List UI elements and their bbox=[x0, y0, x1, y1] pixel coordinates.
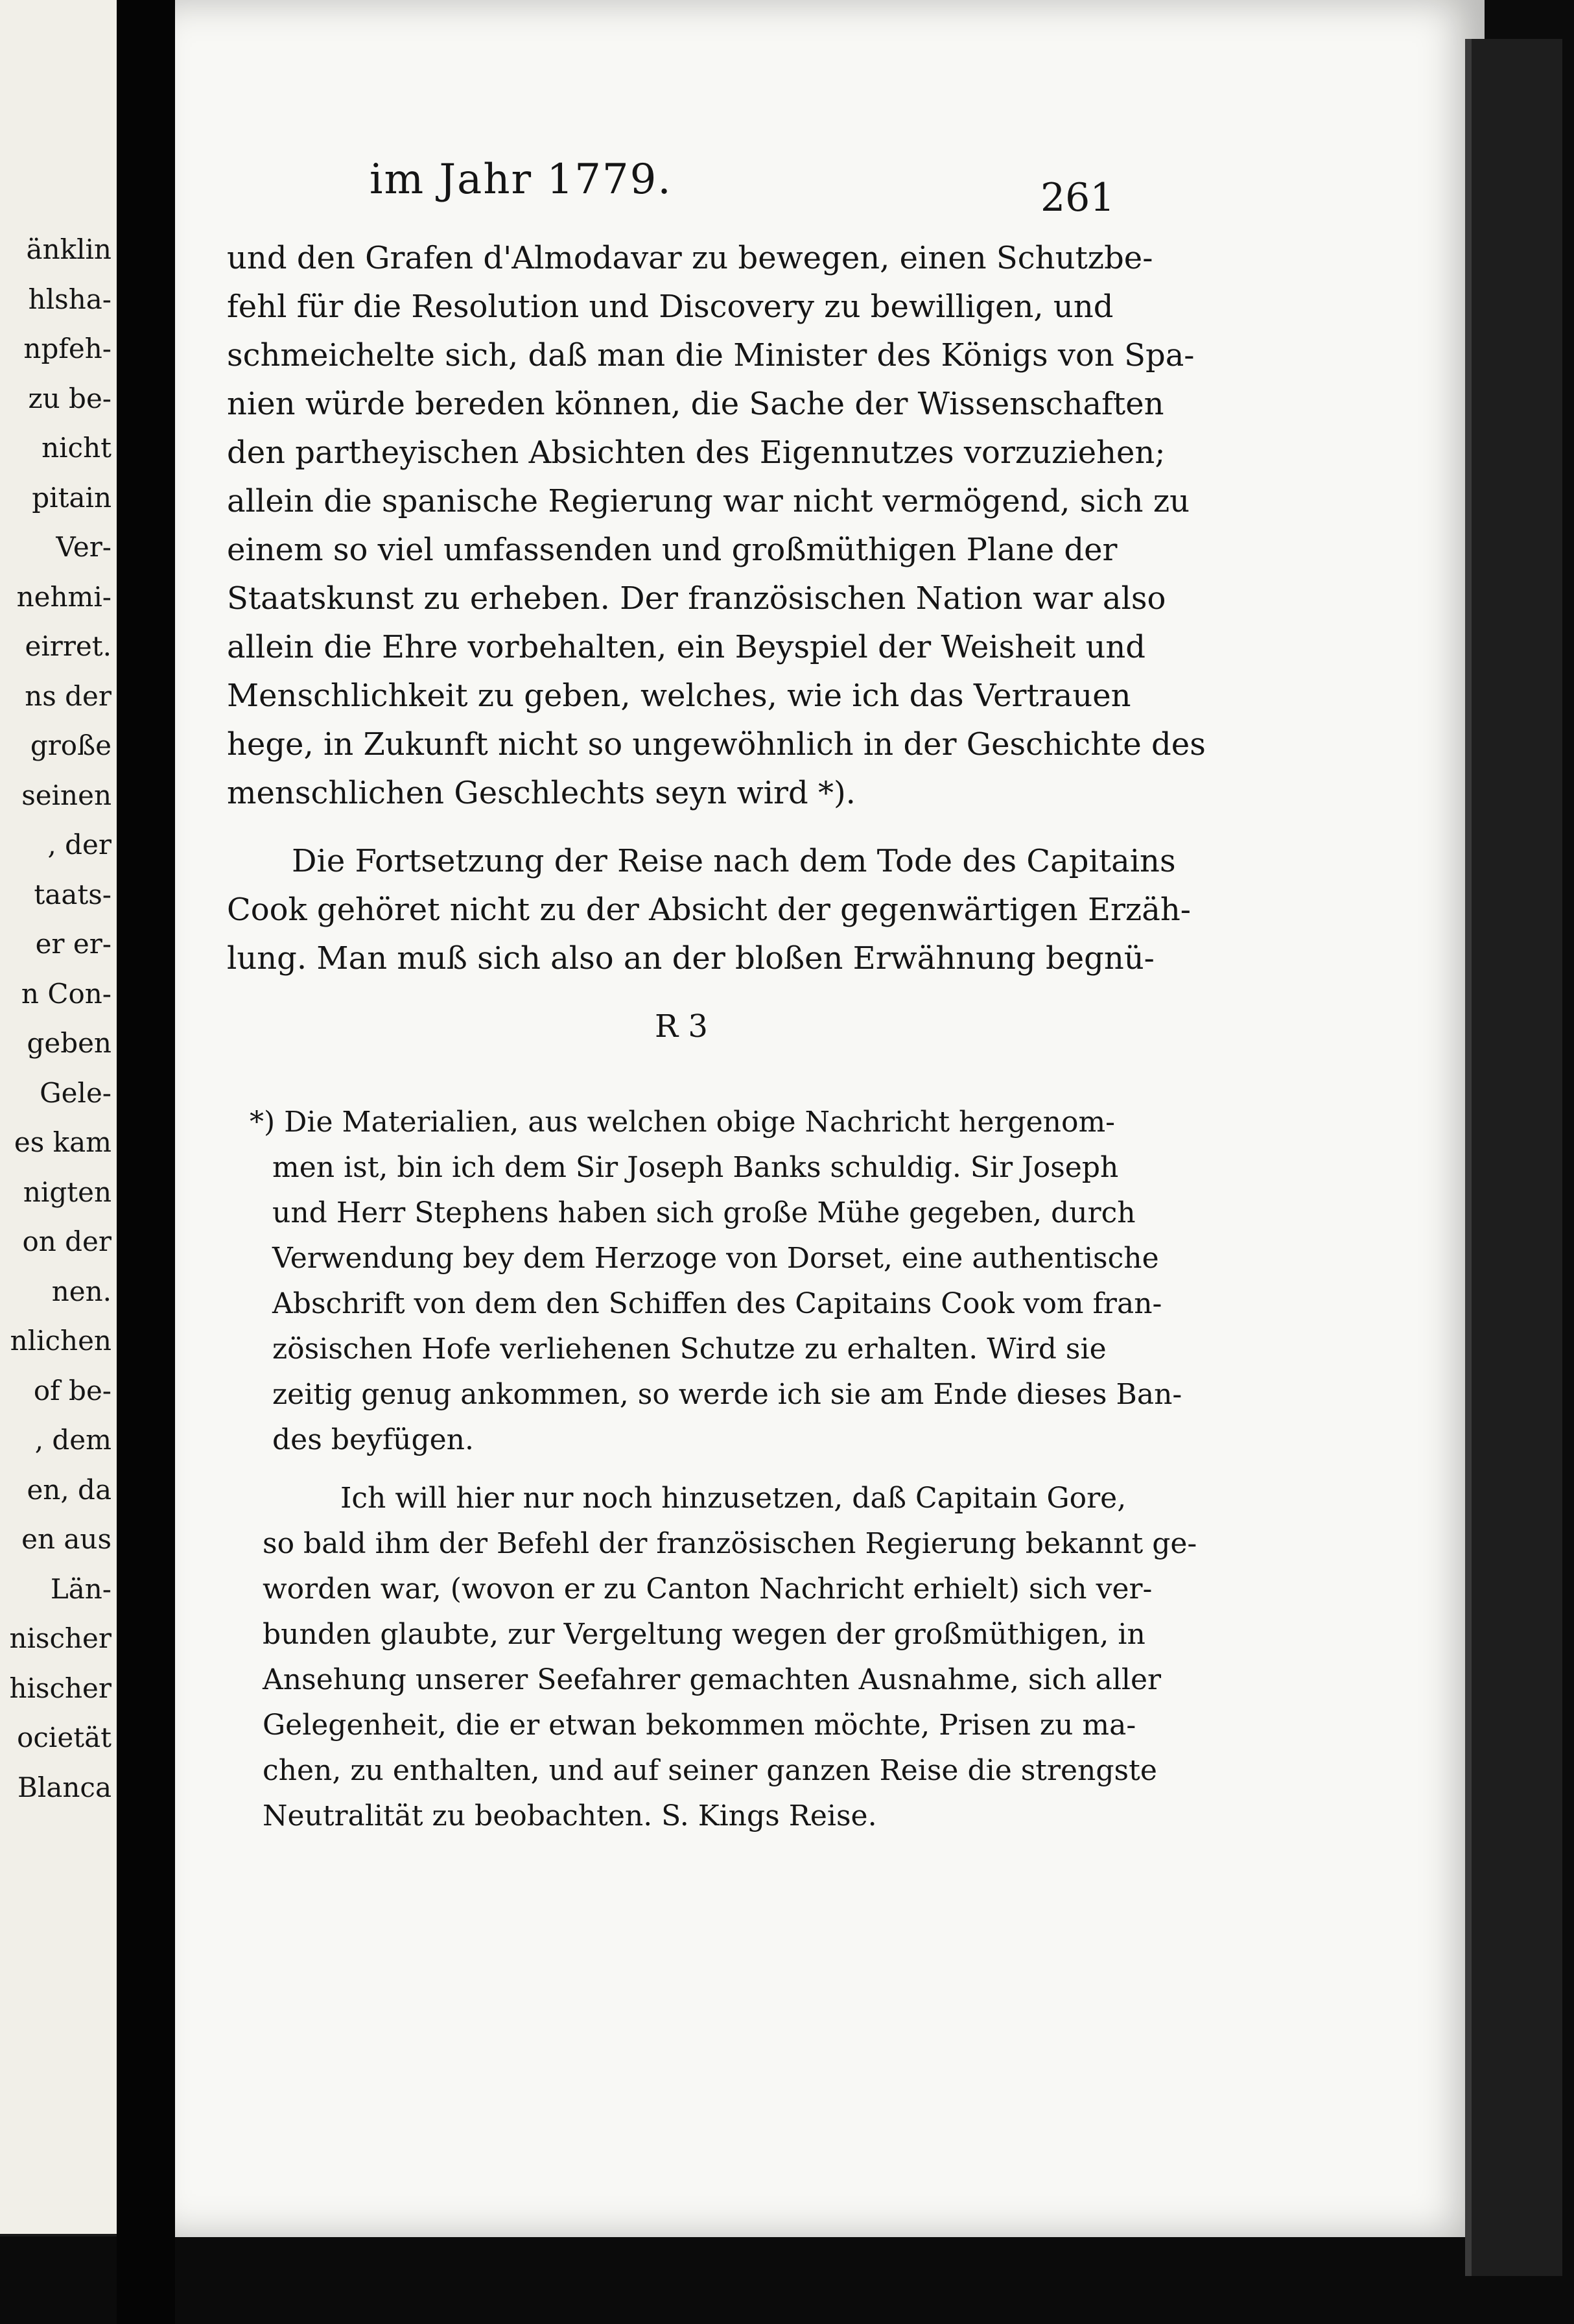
left-page-line: , dem bbox=[34, 1424, 112, 1456]
left-page-line: Blanca bbox=[18, 1771, 112, 1803]
left-page-line: er er- bbox=[35, 928, 112, 960]
left-page-line: , der bbox=[47, 829, 112, 860]
body-line: einem so viel umfassenden und großmüthigen Plane der bbox=[227, 532, 1118, 568]
left-page-line: es kam bbox=[14, 1126, 112, 1158]
left-page-line: ns der bbox=[25, 680, 112, 712]
footnote-line: worden war, (wovon er zu Canton Nachricht erhielt) sich ver- bbox=[263, 1572, 1153, 1606]
footnote-line: bunden glaubte, zur Vergeltung wegen der großmüthigen, in bbox=[263, 1618, 1145, 1651]
left-page-line: en aus bbox=[21, 1523, 112, 1555]
left-page-line: n Con- bbox=[21, 977, 112, 1010]
left-page-line: seinen bbox=[21, 779, 112, 811]
signature-mark: R 3 bbox=[655, 1008, 708, 1045]
left-page-line: Gele- bbox=[40, 1076, 112, 1109]
left-page-line: große bbox=[30, 729, 112, 761]
body-line: menschlichen Geschlechts seyn wird *). bbox=[227, 775, 856, 811]
body-line: und den Grafen d'Almodavar zu bewegen, einen Schutzbe- bbox=[227, 240, 1153, 276]
left-page-line: nen. bbox=[51, 1275, 112, 1307]
body-line: Cook gehöret nicht zu der Absicht der gegenwärtigen Erzäh- bbox=[227, 892, 1191, 928]
left-page-line: nicht bbox=[41, 432, 112, 464]
left-page bbox=[0, 0, 117, 2236]
footnote-line: und Herr Stephens haben sich große Mühe gegeben, durch bbox=[272, 1196, 1136, 1229]
left-page-line: zu be- bbox=[28, 382, 112, 414]
footnote-line: Verwendung bey dem Herzoge von Dorset, eine authentische bbox=[272, 1242, 1159, 1275]
left-page-line: Ver- bbox=[56, 531, 112, 563]
page-edge-shadow bbox=[1465, 39, 1562, 2276]
left-page-line: taats- bbox=[34, 878, 112, 910]
left-page-line: Län- bbox=[50, 1572, 112, 1605]
left-page-line: nlichen bbox=[10, 1325, 112, 1357]
body-line: allein die spanische Regierung war nicht vermögend, sich zu bbox=[227, 483, 1190, 519]
body-line: hege, in Zukunft nicht so ungewöhnlich in der Geschichte des bbox=[227, 726, 1206, 763]
footnote-line: des beyfügen. bbox=[272, 1423, 474, 1456]
running-title: im Jahr 1779. bbox=[370, 156, 672, 204]
footnote-line: zösischen Hofe verliehenen Schutze zu erhalten. Wird sie bbox=[272, 1333, 1107, 1366]
left-page-line: geben bbox=[27, 1027, 112, 1059]
footnote-line: men ist, bin ich dem Sir Joseph Banks schuldig. Sir Joseph bbox=[272, 1151, 1119, 1184]
footnote-line: Ich will hier nur noch hinzusetzen, daß Capitain Gore, bbox=[340, 1482, 1127, 1515]
footnote-line: *) Die Materialien, aus welchen obige Nachricht hergenom- bbox=[250, 1106, 1116, 1139]
footnote-line: Abschrift von dem den Schiffen des Capitains Cook vom fran- bbox=[272, 1287, 1162, 1320]
left-page-line: on der bbox=[22, 1226, 112, 1257]
body-line: den partheyischen Absichten des Eigennutzes vorzuziehen; bbox=[227, 434, 1166, 471]
body-line: nien würde bereden können, die Sache der Wissenschaften bbox=[227, 386, 1164, 422]
footnote-line: Neutralität zu beobachten. S. Kings Reise. bbox=[263, 1799, 877, 1832]
left-page-line: ocietät bbox=[17, 1722, 112, 1753]
book-gutter bbox=[117, 0, 175, 2324]
body-line: Menschlichkeit zu geben, welches, wie ich das Vertrauen bbox=[227, 678, 1131, 714]
body-line: Die Fortsetzung der Reise nach dem Tode des Capitains bbox=[292, 843, 1176, 879]
left-page-line: npfeh- bbox=[23, 333, 112, 364]
body-line: schmeichelte sich, daß man die Minister des Königs von Spa- bbox=[227, 337, 1195, 374]
left-page-line: änklin bbox=[26, 233, 112, 265]
left-page-line: hischer bbox=[9, 1672, 112, 1704]
body-line: allein die Ehre vorbehalten, ein Beyspiel der Weisheit und bbox=[227, 629, 1146, 665]
left-page-line: nischer bbox=[9, 1622, 112, 1654]
body-line: lung. Man muß sich also an der bloßen Erwähnung begnü- bbox=[227, 940, 1155, 977]
body-line: fehl für die Resolution und Discovery zu bewilligen, und bbox=[227, 289, 1114, 325]
footnote-line: chen, zu enthalten, und auf seiner ganzen Reise die strengste bbox=[263, 1754, 1157, 1787]
footnote-line: so bald ihm der Befehl der französischen Regierung bekannt ge- bbox=[263, 1527, 1197, 1560]
left-page-line: nehmi- bbox=[16, 580, 112, 613]
footnote-line: zeitig genug ankommen, so werde ich sie am Ende dieses Ban- bbox=[272, 1378, 1182, 1411]
page-number: 261 bbox=[1040, 175, 1115, 220]
body-line: Staatskunst zu erheben. Der französischen Nation war also bbox=[227, 580, 1166, 617]
left-page-line: en, da bbox=[27, 1473, 112, 1506]
left-page-line: nigten bbox=[23, 1176, 112, 1208]
footnote-line: Ansehung unserer Seefahrer gemachten Ausnahme, sich aller bbox=[263, 1663, 1162, 1696]
left-page-line: hlsha- bbox=[28, 283, 112, 315]
left-page-line: eirret. bbox=[25, 630, 112, 662]
left-page-line: pitain bbox=[32, 481, 112, 514]
left-page-line: of be- bbox=[33, 1374, 112, 1406]
footnote-line: Gelegenheit, die er etwan bekommen möchte, Prisen zu ma- bbox=[263, 1709, 1136, 1742]
